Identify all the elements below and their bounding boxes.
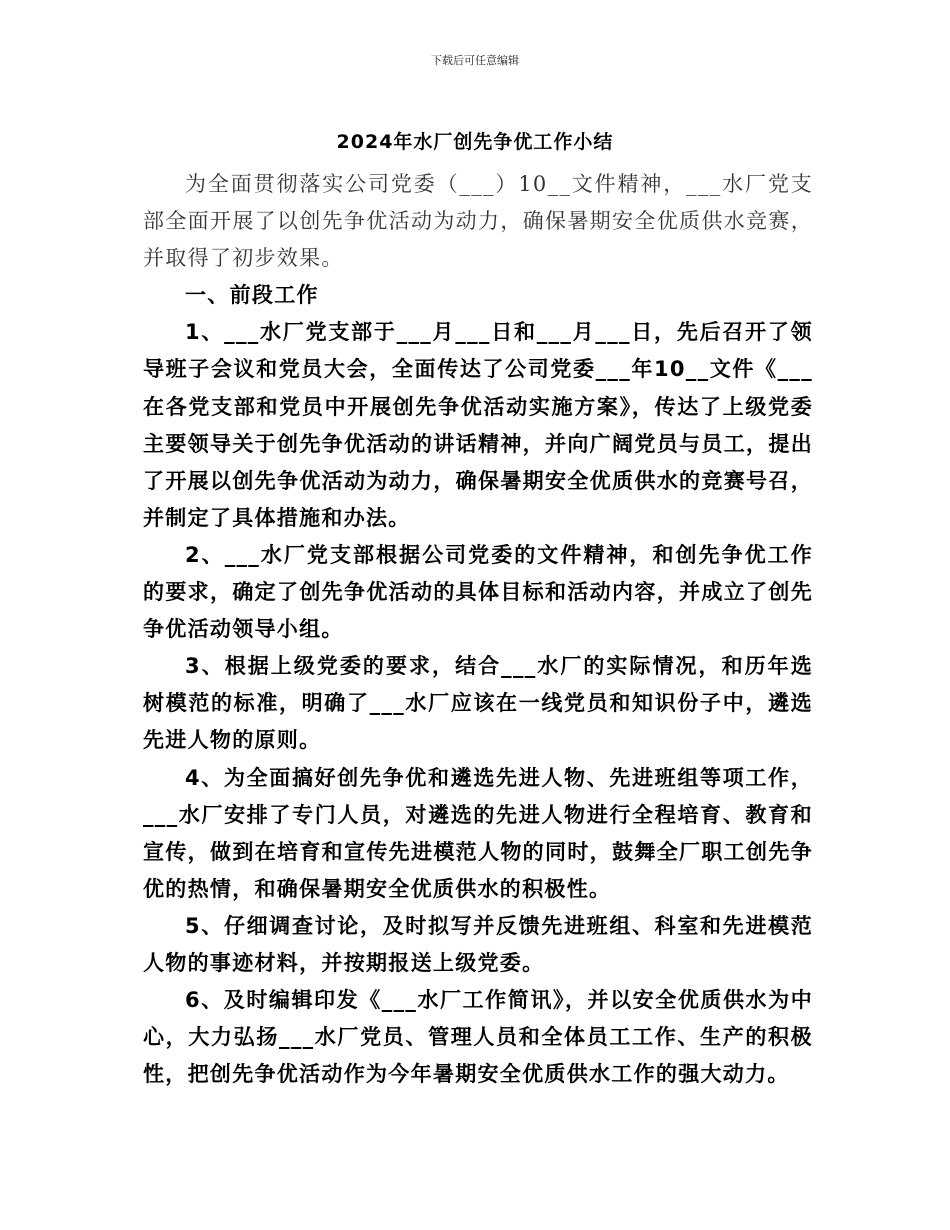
list-item-4: 4、为全面搞好创先争优和遴选先进人物、先进班组等项工作，___水厂安排了专门人员，对遴选的先进人物进行全程培育、教育和宣传，做到在培育和宣传先进模范人物的同时，鼓舞全厂职工创先争优的热情，和确保暑期安全优质供水的积极性。 <box>143 765 813 901</box>
document-title: 2024年水厂创先争优工作小结 <box>336 131 614 153</box>
section-heading: 一、前段工作 <box>185 283 319 308</box>
page-header-note: 下载后可任意编辑 <box>431 54 519 67</box>
intro-paragraph: 为全面贯彻落实公司党委（___）10__文件精神，___水厂党支部全面开展了以创先争优活动为动力，确保暑期安全优质供水竞赛，并取得了初步效果。 <box>143 172 813 271</box>
list-item-3: 3、根据上级党委的要求，结合___水厂的实际情况，和历年选树模范的标准，明确了___水厂应该在一线党员和知识份子中，遴选先进人物的原则。 <box>143 654 813 753</box>
list-item-6: 6、及时编辑印发《___水厂工作简讯》，并以安全优质供水为中心，大力弘扬___水厂党员、管理人员和全体员工工作、生产的积极性，把创先争优活动作为今年暑期安全优质供水工作的强大动力。 <box>143 988 813 1087</box>
list-item-2: 2、___水厂党支部根据公司党委的文件精神，和创先争优工作的要求，确定了创先争优活动的具体目标和活动内容，并成立了创先争优活动领导小组。 <box>143 542 813 642</box>
document-body <box>143 166 813 1093</box>
list-item-1: 1、___水厂党支部于___月___日和___月___日，先后召开了领导班子会议和党员大会，全面传达了公司党委___年10__文件《___在各党支部和党员中开展创先争优活动实施方案》，传达了上级党委主要领导关于创先争优活动的讲话精神，并向广阔党员与员工，提出了开展以创先争优活动为动力，确保暑期安全优质供水的竞赛号召，并制定了具体措施和办法。 <box>143 320 813 530</box>
list-item-5: 5、仔细调查讨论，及时拟写并反馈先进班组、科室和先进模范人物的事迹材料，并按期报送上级党委。 <box>143 913 813 975</box>
